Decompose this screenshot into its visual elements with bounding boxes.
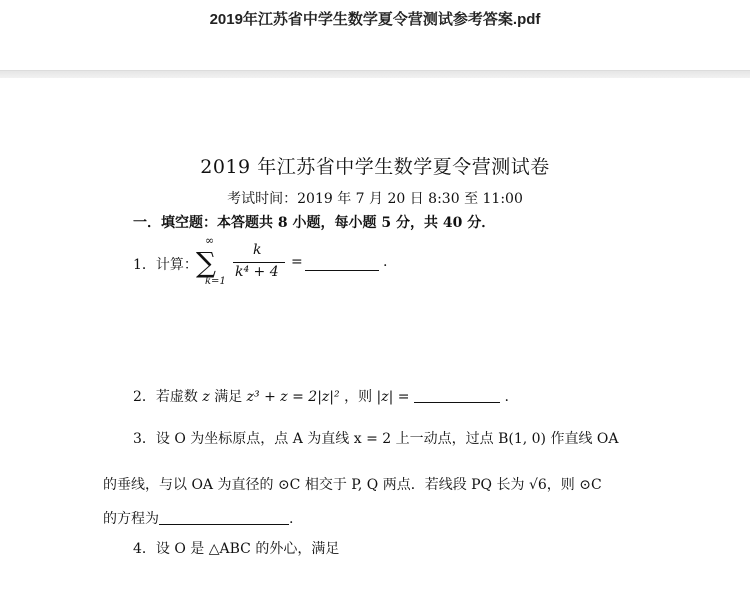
question-1-prefix: 1．计算： bbox=[133, 257, 198, 273]
question-3-line-2: 的垂线，与以 OA 为直径的 ⊙C 相交于 P, Q 两点．若线段 PQ 长为 √6，则 ⊙C bbox=[103, 477, 602, 493]
question-1 bbox=[133, 234, 433, 290]
answer-blank bbox=[414, 388, 500, 403]
document-filename: 2019年江苏省中学生数学夏令营测试参考答案.pdf bbox=[209, 11, 541, 28]
question-3-line-3-text: 的方程为 bbox=[103, 511, 159, 527]
viewer-titlebar bbox=[0, 0, 750, 70]
sum-lower-limit: k=1 bbox=[205, 276, 226, 287]
question-2-abs: |z| = bbox=[376, 389, 410, 405]
question-2-text-c: ，则 bbox=[344, 389, 373, 405]
document-title: 2019 年江苏省中学生数学夏令营测试卷 bbox=[200, 156, 550, 178]
answer-blank bbox=[305, 256, 379, 271]
period: . bbox=[383, 254, 388, 270]
question-2-text-b: 满足 bbox=[214, 389, 243, 405]
question-4-line-1: 4．设 O 是 △ABC 的外心，满足 bbox=[133, 541, 340, 557]
fraction-bar bbox=[233, 262, 285, 263]
question-3-line-1: 3．设 O 为坐标原点，点 A 为直线 x = 2 上一动点，过点 B(1, 0) 作直线 OA bbox=[133, 431, 619, 447]
sum-upper-limit: ∞ bbox=[205, 234, 215, 247]
question-2-equation: z³ + z = 2|z|² bbox=[246, 389, 340, 405]
period: . bbox=[289, 511, 294, 527]
equals-sign: = bbox=[291, 254, 303, 270]
fraction-denominator: k⁴ + 4 bbox=[235, 264, 279, 280]
section-heading: 一．填空题：本答题共 8 小题，每小题 5 分，共 40 分． bbox=[133, 215, 496, 231]
exam-time: 考试时间：2019 年 7 月 20 日 8:30 至 11:00 bbox=[227, 191, 523, 207]
question-2-text-a: 2．若虚数 bbox=[133, 389, 198, 405]
sigma-symbol: ∑ bbox=[196, 246, 216, 279]
question-3-line-3 bbox=[103, 508, 293, 528]
var-z: z bbox=[202, 389, 210, 405]
question-2 bbox=[133, 386, 509, 406]
fraction-numerator: k bbox=[253, 242, 262, 258]
answer-blank bbox=[159, 510, 289, 525]
period: . bbox=[504, 389, 509, 405]
